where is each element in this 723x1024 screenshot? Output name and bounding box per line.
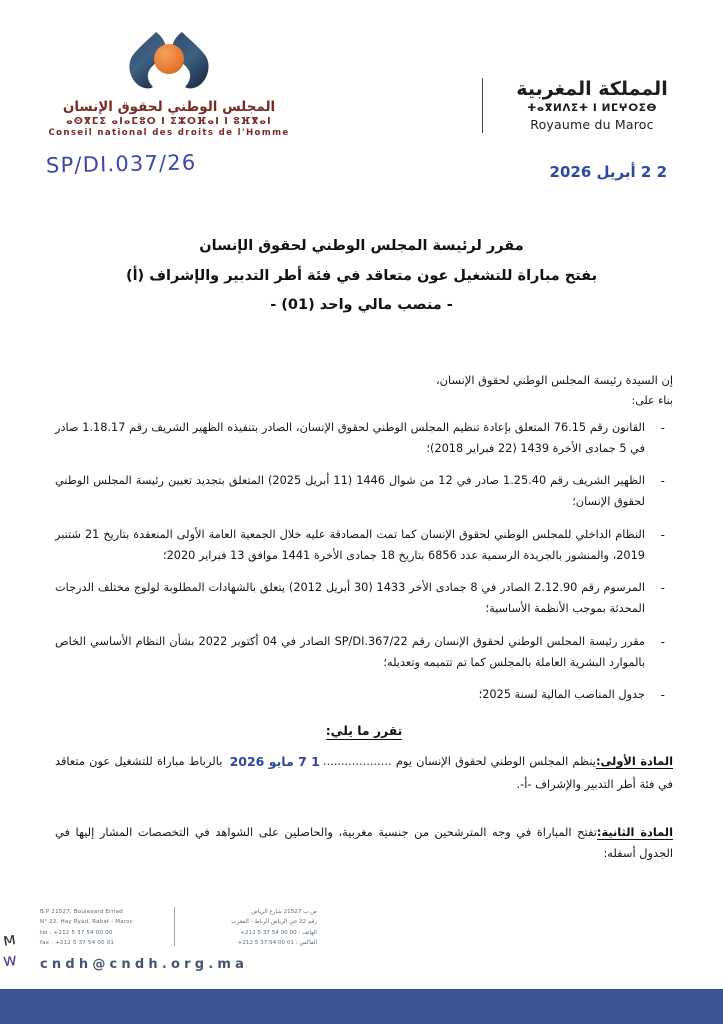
article-first xyxy=(55,750,673,795)
article-first-dots: ................... xyxy=(322,754,392,769)
title-line-3: - منصب مالي واحد (01) - xyxy=(270,297,453,314)
address-ar-line: رقم 22 حي الرياض الرباط - المغرب xyxy=(231,919,317,926)
legal-basis-list xyxy=(55,417,673,706)
list-item: - المرسوم رقم 2.12.90 الصادر في 8 جمادى الأخر 1433 (30 أبريل 2012) يتعلق بالشهادات المطلوبة لولوج مختلف الدرجات المحدثة بموجب الأنظمة الأساسية؛ xyxy=(55,577,645,619)
list-item: - الظهير الشريف رقم 1.25.40 صادر في 12 من شوال 1446 (11 أبريل 2025) المتعلق بتجديد تعيين رئيسة المجلس الوطني لحقوق الإنسان؛ xyxy=(55,470,645,512)
logo-french-name: Conseil national des droits de l'Homme xyxy=(48,127,290,138)
footer-divider xyxy=(174,907,175,946)
logo-arabic-name: المجلس الوطني لحقوق الإنسان xyxy=(62,99,276,115)
inserted-date-year: 2026 xyxy=(229,754,265,770)
address-ar-line: الفاكس : 01 00 54 37 5 212+ xyxy=(237,940,317,947)
kingdom-tifinagh: ⵜⴰⴳⵍⴷⵉⵜ ⵏ ⵍⵎⵖⵔⵉⴱ xyxy=(527,101,657,114)
footer-address-arabic xyxy=(185,905,317,948)
document-title xyxy=(60,232,663,321)
bottom-blue-bar xyxy=(0,989,723,1024)
article-second-label: المادة الثانية: xyxy=(596,824,673,839)
address-ar-line: الهاتف : 00 00 54 37 5 212+ xyxy=(240,929,317,936)
address-fr-line: B.P 21527, Boulevard Erriad xyxy=(40,909,123,915)
addressee-line: إن السيدة رئيسة المجلس الوطني لحقوق الإنسان، xyxy=(435,373,673,387)
document-header xyxy=(0,0,723,205)
reference-number: SP/DI.037/26 xyxy=(45,150,197,178)
kingdom-arabic: المملكة المغربية xyxy=(516,78,668,100)
article-first-inserted-date xyxy=(227,750,323,774)
document-footer xyxy=(40,905,360,972)
decide-heading xyxy=(55,723,673,738)
document-body xyxy=(55,372,673,865)
margin-handwritten-marks xyxy=(3,930,29,969)
reception-date-stamp xyxy=(550,163,667,181)
inserted-date-day: 1 7 xyxy=(298,754,320,770)
article-second xyxy=(55,822,673,865)
title-line-1: مقرر لرئيسة المجلس الوطني لحقوق الإنسان xyxy=(199,238,524,254)
kingdom-emblem-block xyxy=(482,78,687,133)
logo-tifinagh-name: ⴰⵙⴳⵎⵉ ⴰⵏⴰⵎⵓⵔ ⵏ ⵉⵣⵔⴼⴰⵏ ⵏ ⵓⴼⴳⴰⵏ xyxy=(66,115,272,127)
list-item: - النظام الداخلي للمجلس الوطني لحقوق الإنسان كما تمت المصادقة عليه خلال الجمعية العامة الأولى المنعقدة بتاريخ 21 شتنبر 2019، والمنشور بالجريدة الرسمية عدد 6856 بتاريخ 18 جمادى الأخرة 1441 موافق 13 فبراير 2020؛ xyxy=(55,524,645,566)
article-first-label: المادة الأولى: xyxy=(595,754,673,769)
footer-email: cndh@cndh.org.ma xyxy=(40,957,249,973)
margin-mark-2: ᴡ xyxy=(1,949,18,971)
list-item: - جدول المناصب المالية لسنة 2025؛ xyxy=(55,684,645,705)
cndh-logo-block xyxy=(44,28,294,139)
preamble-line: بناء على: xyxy=(631,393,673,407)
address-fr-line: fax : +212 5 37 54 00 01 xyxy=(40,940,115,947)
address-ar-line: ص ب 21527 شارع الرياض xyxy=(251,909,317,915)
article-first-text-after: بالرباط مباراة للتشغيل عون متعاقد في فئة أطر التدبير والإشراف -أ-. xyxy=(55,754,673,792)
list-item: - القانون رقم 76.15 المتعلق بإعادة تنظيم المجلس الوطني لحقوق الإنسان، الصادر بتنفيذه الظهير الشريف رقم 1.18.17 صادر في 5 جمادى الأخرة 1439 (22 فبراير 2018)؛ xyxy=(55,417,645,459)
article-second-text: تفتح المباراة في وجه المترشحين من جنسية مغربية، والحاصلين على الشواهد في التخصصات المشار إليها في الجدول أسفله: xyxy=(55,824,673,861)
list-item: - مقرر رئيسة المجلس الوطني لحقوق الإنسان رقم SP/DI.367/22 الصادر في 04 أكتوبر 2022 بشأن النظام الأساسي الخاص بالموارد البشرية العاملة بالمجلس كما تم تتميمه وتعديله؛ xyxy=(55,631,645,673)
stamp-year: 2026 xyxy=(549,163,592,181)
inserted-date-month: مايو xyxy=(268,754,294,770)
footer-address-french xyxy=(40,905,168,948)
address-fr-line: tel : +212 5 37 54 00 00 xyxy=(40,929,113,936)
stamp-month: أبريل xyxy=(596,163,636,181)
stamp-day: 2 2 xyxy=(640,163,667,181)
decide-heading-text: تقرر ما يلي: xyxy=(325,723,403,739)
address-fr-line: N° 22, Hay Ryad, Rabat - Maroc xyxy=(40,919,133,926)
margin-mark-1: ᴍ xyxy=(1,929,18,951)
title-line-2: بفتح مباراة للتشغيل عون متعاقد في فئة أطر التدبير والإشراف (أ) xyxy=(125,267,598,284)
cndh-logo-icon xyxy=(126,28,212,94)
article-first-text-before: ينظم المجلس الوطني لحقوق الإنسان يوم xyxy=(395,754,596,769)
kingdom-french: Royaume du Maroc xyxy=(530,116,654,132)
footer-address-columns xyxy=(40,905,360,948)
